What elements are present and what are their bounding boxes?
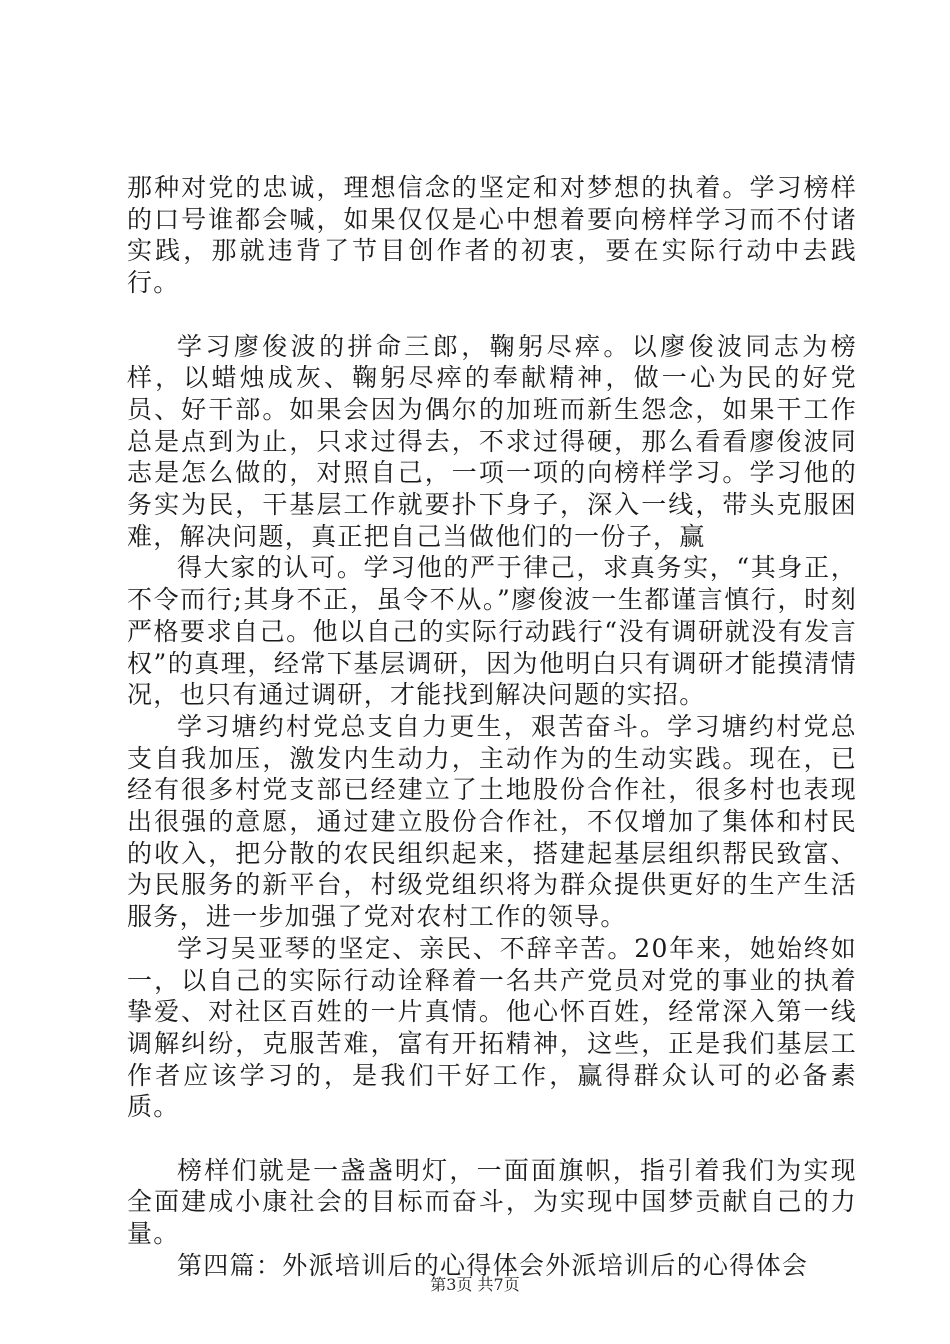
paragraph-6: 榜样们就是一盏盏明灯，一面面旗帜，指引着我们为实现全面建成小康社会的目标而奋斗，为实现中国梦贡献自己的力量。 (127, 1155, 857, 1249)
paragraph-3: 得大家的认可。学习他的严于律己，求真务实，“其身正，不令而行;其身不正，虽令不从。”廖俊波一生都谨言慎行，时刻严格要求自己。他以自己的实际行动践行“没有调研就没有发言权”的真理，经常下基层调研，因为他明白只有调研才能摸清情况，也只有通过调研，才能找到解决问题的实招。 (127, 553, 857, 710)
paragraph-4: 学习塘约村党总支自力更生，艰苦奋斗。学习塘约村党总支自我加压，激发内生动力，主动作为的生动实践。现在，已经有很多村党支部已经建立了土地股份合作社，很多村也表现出很强的意愿，通过建立股份合作社，不仅增加了集体和村民的收入，把分散的农民组织起来，搭建起基层组织帮民致富、为民服务的新平台，村级党组织将为群众提供更好的生产生活服务，进一步加强了党对农村工作的领导。 (127, 711, 857, 932)
section-heading: 第四篇：外派培训后的心得体会外派培训后的心得体会 (177, 1250, 809, 1280)
page-number-footer: 第3页 共7页 (430, 1275, 520, 1294)
paragraph-5: 学习吴亚琴的坚定、亲民、不辞辛苦。20年来，她始终如一，以自己的实际行动诠释着一名共产党员对党的事业的执着挚爱、对社区百姓的一片真情。他心怀百姓，经常深入第一线调解纠纷，克服苦难，富有开拓精神，这些，正是我们基层工作者应该学习的，是我们干好工作，赢得群众认可的必备素质。 (127, 933, 857, 1122)
paragraph-2: 学习廖俊波的拼命三郎，鞠躬尽瘁。以廖俊波同志为榜样，以蜡烛成灰、鞠躬尽瘁的奉献精神，做一心为民的好党员、好干部。如果会因为偶尔的加班而新生怨念，如果干工作总是点到为止，只求过得去，不求过得硬，那么看看廖俊波同志是怎么做的，对照自己，一项一项的向榜样学习。学习他的务实为民，干基层工作就要扑下身子，深入一线，带头克服困难，解决问题，真正把自己当做他们的一份子，赢 (127, 331, 857, 551)
paragraph-1: 那种对党的忠诚，理想信念的坚定和对梦想的执着。学习榜样的口号谁都会喊，如果仅仅是心中想着要向榜样学习而不付诸实践，那就违背了节目创作者的初衷，要在实际行动中去践行。 (127, 173, 857, 298)
document-body (127, 172, 857, 1282)
